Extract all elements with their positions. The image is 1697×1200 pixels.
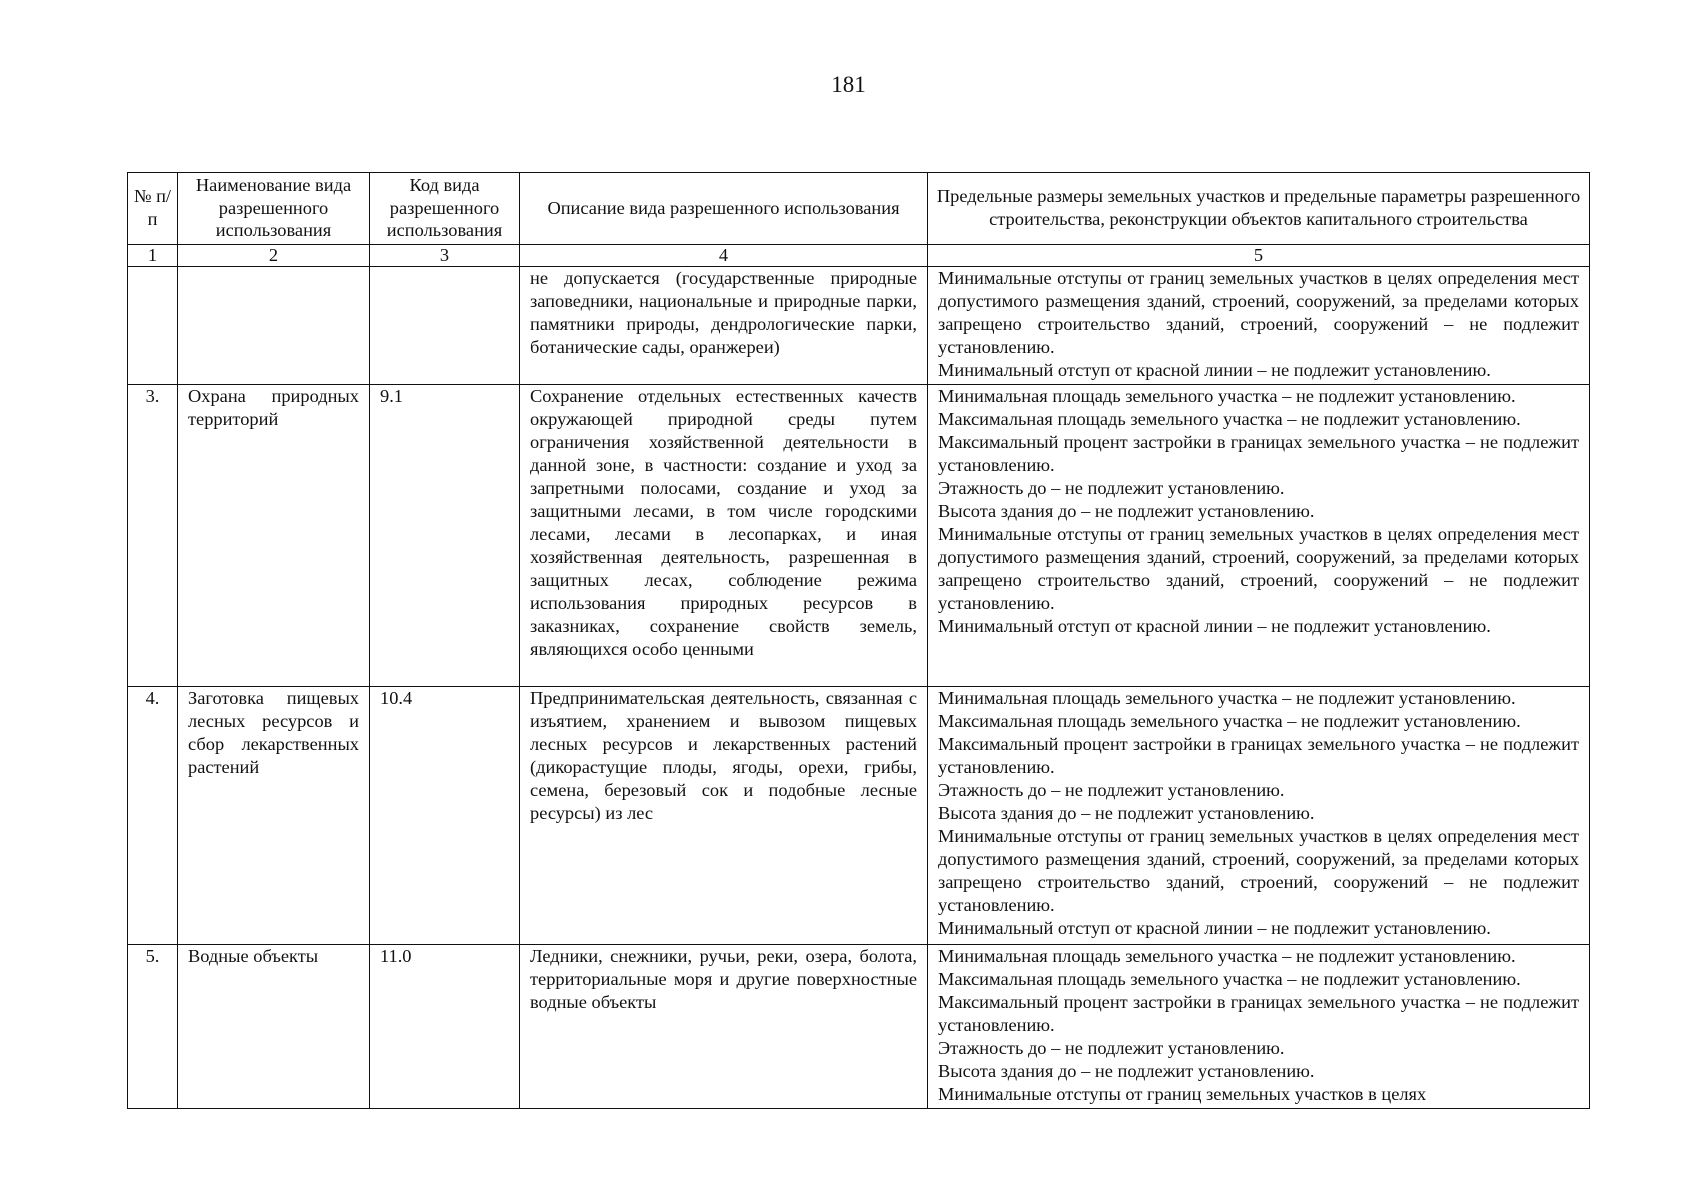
param-line: Максимальная площадь земельного участка – не подлежит установлению. (938, 968, 1521, 989)
use-code: 10.4 (370, 686, 520, 944)
header-row (128, 173, 1590, 245)
param-line: Этажность до – не подлежит установлению. (938, 779, 1285, 800)
use-params (928, 266, 1590, 384)
table-row (128, 384, 1590, 686)
param-line: Максимальный процент застройки в границах земельного участка – не подлежит установлению. (938, 991, 1579, 1035)
column-number: 3 (370, 244, 520, 266)
table-row (128, 944, 1590, 1108)
param-line: Этажность до – не подлежит установлению. (938, 477, 1285, 498)
use-description: не допускается (государственные природные заповедники, национальные и природные парки, памятники природы, дендрологические парки, ботанические сады, оранжереи) (520, 266, 928, 384)
use-name (178, 266, 370, 384)
param-line: Минимальные отступы от границ земельных участков в целях определения мест допустимого размещения зданий, строений, сооружений, за пределами которых запрещено строительство зданий, строений, сооружений – не подлежит установлению. (938, 523, 1579, 613)
param-line: Максимальная площадь земельного участка – не подлежит установлению. (938, 710, 1521, 731)
column-number: 2 (178, 244, 370, 266)
column-number: 1 (128, 244, 178, 266)
param-line: Минимальные отступы от границ земельных участков в целях определения мест допустимого размещения зданий, строений, сооружений, за пределами которых запрещено строительство зданий, строений, сооружений – не подлежит установлению. (938, 825, 1579, 915)
use-code (370, 266, 520, 384)
param-line: Минимальный отступ от красной линии – не подлежит установлению. (938, 917, 1491, 938)
param-line: Высота здания до – не подлежит установлению. (938, 500, 1315, 521)
table-row (128, 266, 1590, 384)
param-line: Высота здания до – не подлежит установлению. (938, 1060, 1315, 1081)
use-description: Предпринимательская деятельность, связанная с изъятием, хранением и вывозом пищевых лесных ресурсов и лекарственных растений (дикорастущие плоды, ягоды, орехи, грибы, семена, березовый сок и подобные лесные ресурсы) из лес (520, 686, 928, 944)
param-line: Минимальная площадь земельного участка – не подлежит установлению. (938, 687, 1516, 708)
use-description: Ледники, снежники, ручьи, реки, озера, болота, территориальные моря и другие поверхностные водные объекты (520, 944, 928, 1108)
use-code: 11.0 (370, 944, 520, 1108)
param-line: Минимальный отступ от красной линии – не подлежит установлению. (938, 359, 1491, 380)
use-code: 9.1 (370, 384, 520, 686)
param-line: Минимальная площадь земельного участка – не подлежит установлению. (938, 385, 1516, 406)
param-line: Этажность до – не подлежит установлению. (938, 1037, 1285, 1058)
param-line: Минимальные отступы от границ земельных участков в целях определения мест допустимого размещения зданий, строений, сооружений, за пределами которых запрещено строительство зданий, строений, сооружений – не подлежит установлению. (938, 267, 1579, 357)
use-params (928, 384, 1590, 686)
param-line: Минимальные отступы от границ земельных участков в целях (938, 1083, 1427, 1104)
use-params (928, 686, 1590, 944)
column-number: 5 (928, 244, 1590, 266)
header-code: Код вида разрешенного использования (370, 173, 520, 245)
use-params (928, 944, 1590, 1108)
use-name: Водные объекты (178, 944, 370, 1108)
param-line: Минимальная площадь земельного участка – не подлежит установлению. (938, 945, 1516, 966)
row-number: 3. (128, 384, 178, 686)
header-params: Предельные размеры земельных участков и предельные параметры разрешенного строительства, реконструкции объектов капитального строительства (928, 173, 1590, 245)
use-description: Сохранение отдельных естественных качеств окружающей природной среды путем ограничения хозяйственной деятельности в данной зоне, в частности: создание и уход за запретными полосами, создание и уход за защитными лесами, в том числе городскими лесами, лесами в лесопарках, и иная хозяйственная деятельность, разрешенная в защитных лесах, соблюдение режима использования природных ресурсов в заказниках, сохранение свойств земель, являющихся особо ценными (520, 384, 928, 686)
param-line: Минимальный отступ от красной линии – не подлежит установлению. (938, 615, 1491, 636)
use-name: Заготовка пищевых лесных ресурсов и сбор лекарственных растений (178, 686, 370, 944)
row-number (128, 266, 178, 384)
param-line: Максимальный процент застройки в границах земельного участка – не подлежит установлению. (938, 431, 1579, 475)
use-name: Охрана природных территорий (178, 384, 370, 686)
row-number: 4. (128, 686, 178, 944)
row-number: 5. (128, 944, 178, 1108)
column-number-row (128, 244, 1590, 266)
land-use-table (127, 172, 1590, 1109)
param-line: Максимальный процент застройки в границах земельного участка – не подлежит установлению. (938, 733, 1579, 777)
header-description: Описание вида разрешенного использования (520, 173, 928, 245)
param-line: Максимальная площадь земельного участка – не подлежит установлению. (938, 408, 1521, 429)
header-name: Наименование вида разрешенного использования (178, 173, 370, 245)
column-number: 4 (520, 244, 928, 266)
page-number: 181 (831, 72, 866, 97)
table-row (128, 686, 1590, 944)
header-number: № п/п (128, 173, 178, 245)
param-line: Высота здания до – не подлежит установлению. (938, 802, 1315, 823)
